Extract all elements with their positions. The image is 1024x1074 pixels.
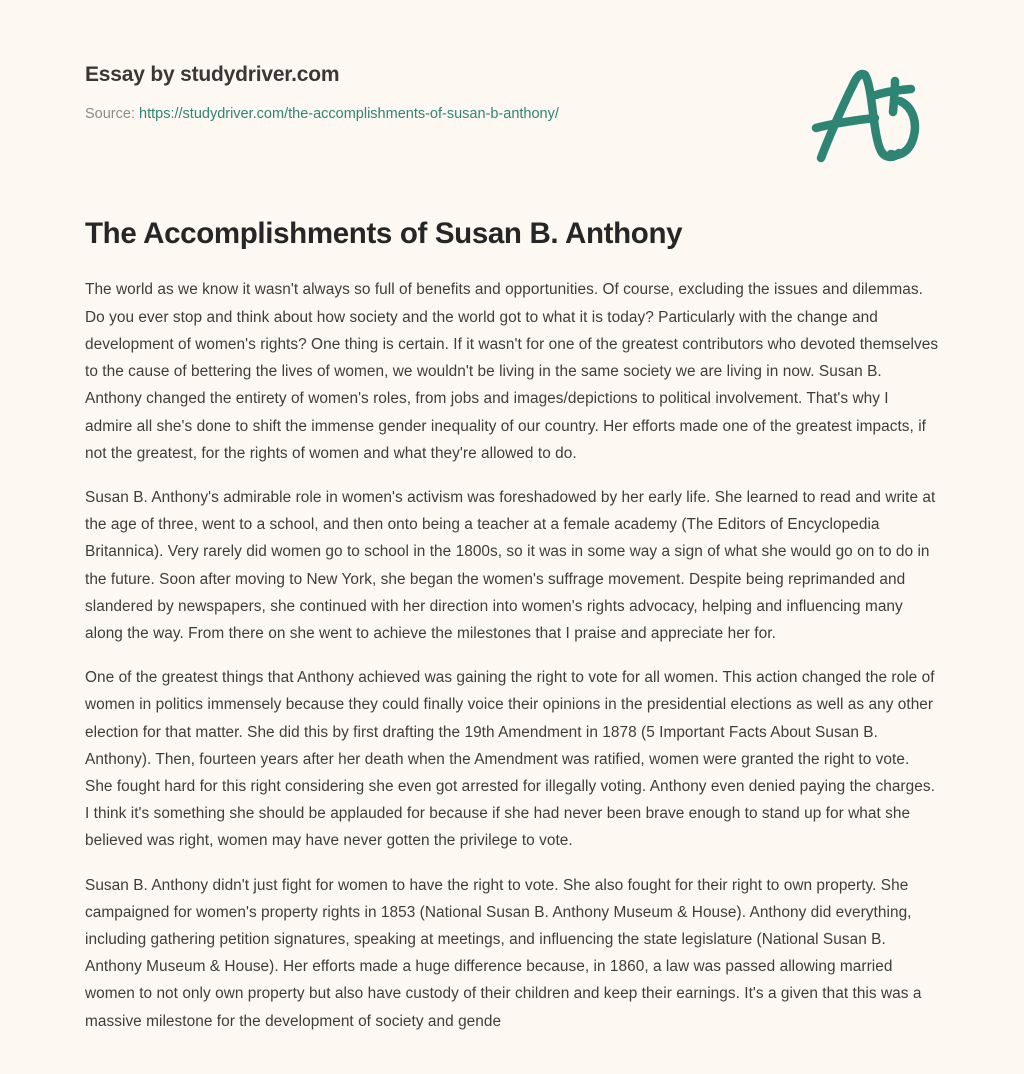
source-url-link[interactable]: https://studydriver.com/the-accomplishments-of-susan-b-anthony/ [139,106,559,123]
page-header [85,0,939,124]
essay-paragraph: Susan B. Anthony didn't just fight for women to have the right to vote. She also fought for their right to own property. She campaigned for women's property rights in 1853 (National Susan B. Anthony Museum & House). Anthony did everything, including gathering petition signatures, speaking at meetings, and influencing the state legislature (National Susan B. Anthony Museum & House). Her efforts made a huge difference because, in 1860, a law was passed allowing married women to not only own property but also have custody of their children and keep their earnings. It's a given that this was a massive milestone for the development of society and gende [85,876,922,1030]
a-plus-icon [799,55,939,173]
essay-body [85,251,939,1034]
essay-paragraph: The world as we know it wasn't always so full of benefits and opportunities. Of course, excluding the issues and dilemmas. Do you ever stop and think about how society and the world got to what it is today? Particularly with the change and development of women's rights? One thing is certain. If it wasn't for one of the greatest contributors who devoted themselves to the cause of bettering the lives of women, we wouldn't be living in the same society we are living in now. Susan B. Anthony changed the entirety of women's roles, from jobs and images/depictions to political involvement. That's why I admire all she's done to shift the immense gender inequality of our country. Her efforts made one of the greatest impacts, if not the greatest, for the rights of women and what they're allowed to do. [85,281,939,462]
page-title: The Accomplishments of Susan B. Anthony [85,217,683,251]
essay-byline: Essay by studydriver.com [85,63,340,86]
essay-paragraph: Susan B. Anthony's admirable role in women's activism was foreshadowed by her early life. She learned to read and write at the age of three, went to a school, and then onto being a teacher at a female academy (The Editors of Encyclopedia Britannica). Very rarely did women go to school in the 1800s, so it was in some way a sign of what she would go on to do in the future. Soon after moving to New York, she began the women's suffrage movement. Despite being reprimanded and slandered by newspapers, she continued with her direction into women's rights advocacy, helping and influencing many along the way. From there on she went to achieve the milestones that I praise and appreciate her for. [85,488,936,642]
source-label: Source: [85,106,135,123]
essay-paragraph: One of the greatest things that Anthony achieved was gaining the right to vote for all women. This action changed the role of women in politics immensely because they could finally voice their opinions in the presidential elections as well as any other election for that matter. She did this by first drafting the 19th Amendment in 1878 (5 Important Facts About Susan B. Anthony). Then, fourteen years after her death when the Amendment was ratified, women were granted the right to vote. She fought hard for this right considering she even got arrested for illegally voting. Anthony even denied paying the charges. I think it's something she should be applauded for because if she had never been brave enough to stand up for what she believed was right, women may have never gotten the privilege to vote. [85,669,935,850]
studydriver-a-plus-logo [799,55,939,173]
